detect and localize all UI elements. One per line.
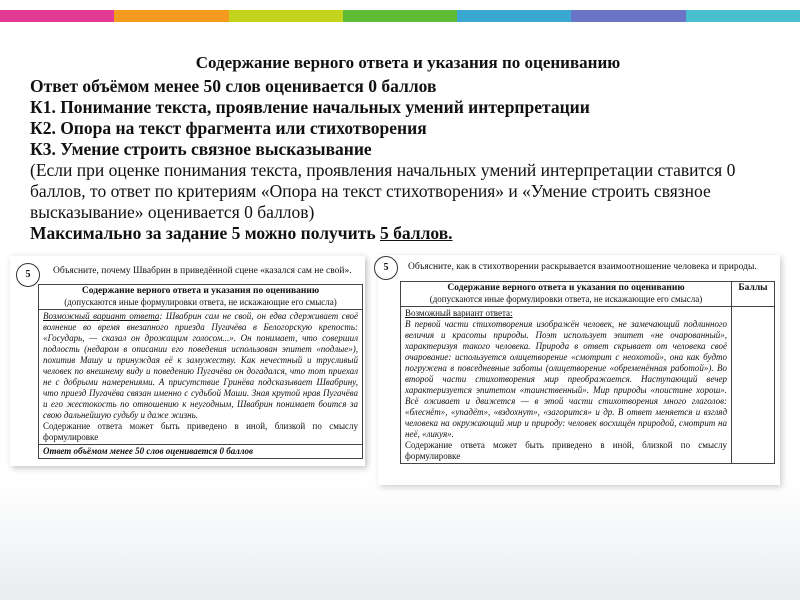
color-bar-segment xyxy=(229,10,343,22)
score-cell xyxy=(732,307,775,464)
answer-table-title: Содержание верного ответа и указания по оцениванию xyxy=(81,286,320,296)
answer-variant-cell xyxy=(401,307,732,464)
criteria-note: (Если при оценке понимания текста, проявления начальных умений интерпретации ставится 0 баллов, то ответ по критериям «Опора на текст стихотворения» и «Умение строить связное высказывание» оценивается 0 баллов) xyxy=(30,160,736,222)
color-bar-segment xyxy=(0,10,114,22)
color-bar-segment xyxy=(686,10,800,22)
task-question: Объясните, почему Швабрин в приведённой сцене «казался сам не свой». xyxy=(53,266,352,276)
background-fade xyxy=(0,480,800,600)
variant-text: В первой части стихотворения изображён человек, не замечающий подлинного величия и красоты природы. Поэт использует эпитет «не очарованный», характеризуя такого человека. Природа в ответ скрывает от человека своё очарование: используется олицетворение «смотрит с неохотой», она как будто погружена в повседневные заботы (олицетворение «обременённая работой»). Во второй части стихотворения мир преображается. Наступающий вечер характеризуется эпитетом «таинственный». Мир природы «поистине хорош». Всё оживает и движется — в этой части стихотворения много глаголов: «блеснёт», «упадёт», «вздохнут», «загорится» и др. В ответ меняется и взгляд человека на окружающий мир и природу: человек восхищён природой, смотрит на неё, «ликуя». xyxy=(405,319,727,439)
max-score-value: 5 баллов. xyxy=(379,223,453,243)
formulation-note: Содержание ответа может быть приведено в иной, близкой по смыслу формулировке xyxy=(405,440,727,461)
task-number-badge: 5 xyxy=(16,263,40,287)
max-score-prefix: Максимально за задание 5 можно получить xyxy=(30,223,380,243)
formulation-note: Содержание ответа может быть приведено в иной, близкой по смыслу формулировке xyxy=(43,421,358,442)
left-scan-document xyxy=(10,256,365,466)
criteria-line-k1: К1. Понимание текста, проявление начальных умений интерпретации xyxy=(30,97,590,117)
criteria-line-k3: К3. Умение строить связное высказывание xyxy=(30,139,372,159)
task-question: Объясните, как в стихотворении раскрывается взаимоотношение человека и природы. xyxy=(408,262,757,272)
answer-table-subtitle: (допускаются иные формулировки ответа, не искажающие его смысла) xyxy=(429,294,703,304)
answer-table xyxy=(400,281,775,464)
answer-table-header xyxy=(39,285,363,310)
variant-label: Возможный вариант ответа xyxy=(43,311,160,321)
decorative-color-bar xyxy=(0,10,800,22)
criteria-line-k2: К2. Опора на текст фрагмента или стихотворения xyxy=(30,118,427,138)
answer-table-subtitle: (допускаются иные формулировки ответа, не искажающие его смысла) xyxy=(64,297,337,307)
answer-variant-cell xyxy=(39,310,363,445)
task-number-badge: 5 xyxy=(374,256,398,280)
score-column-header: Баллы xyxy=(732,282,775,307)
right-scan-document xyxy=(378,255,780,485)
answer-footer: Ответ объёмом менее 50 слов оценивается 0 баллов xyxy=(39,445,363,459)
answer-table xyxy=(38,284,363,459)
color-bar-segment xyxy=(114,10,228,22)
criteria-list xyxy=(30,76,790,244)
criteria-line-min-words: Ответ объёмом менее 50 слов оценивается 0 баллов xyxy=(30,76,437,96)
answer-table-title: Содержание верного ответа и указания по оцениванию xyxy=(447,283,685,293)
color-bar-segment xyxy=(343,10,457,22)
max-score-line xyxy=(30,223,790,244)
color-bar-segment xyxy=(457,10,571,22)
color-bar-segment xyxy=(571,10,685,22)
variant-text: : Швабрин сам не свой, он едва сдерживает своё волнение во время внезапного приезда Пугачёва в Белогорскую крепость: «Государь, — сказал он дрожащим голосом...». Он понимает, что совершил подлость (недаром в описании его поведения использован эпитет «подлые»), похитив Машу и принуждая её к замужеству. Как нечестный и трусливый человек по внешнему виду и поведению Пугачёва он догадался, что тот приехал не с добрыми намерениями. А присутствие Гринёва подсказывает Швабрину, что приезд Пугачёва связан именно с судьбой Маши. Зная крутой нрав Пугачёва и его жестокость по отношению к неугодным, Швабрин понимает боится за свою дальнейшую судьбу и даже жизнь. xyxy=(43,311,358,420)
variant-label: Возможный вариант ответа: xyxy=(405,308,513,318)
answer-table-header xyxy=(401,282,732,307)
slide-heading: Содержание верного ответа и указания по оцениванию xyxy=(195,53,621,72)
